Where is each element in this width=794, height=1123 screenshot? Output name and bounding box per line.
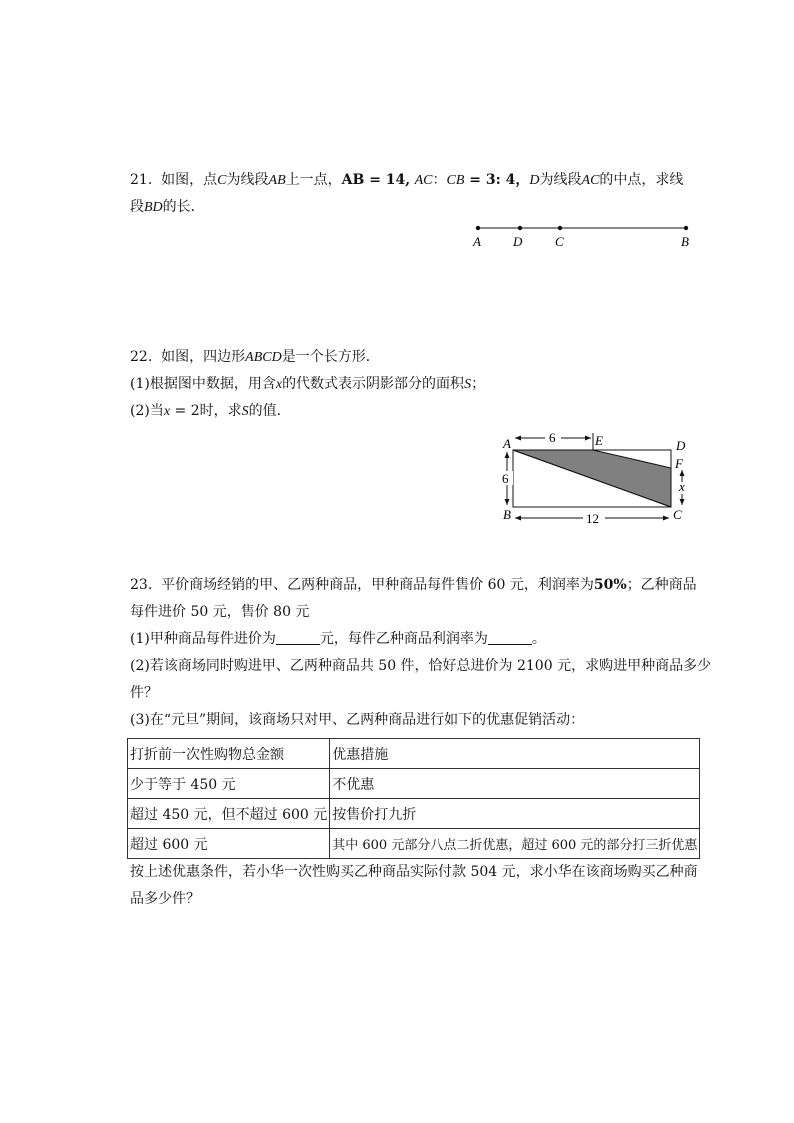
answer-blank-2 — [488, 630, 532, 645]
q23-after-line1: 按上述优惠条件，若小华一次性购买乙种商品实际付款 504 元，求小华在该商场购买乙种商 — [130, 864, 698, 880]
q23-number: 23. — [130, 577, 153, 593]
point-d — [518, 226, 522, 230]
table-cell: 超过 600 元 — [128, 829, 330, 859]
table-cell: 不优惠 — [330, 769, 700, 799]
q21-line1: 21. 如图，点C为线段AB上一点，AB = 14, AC：CB = 3: 4，D为线段AC的中点，求线 — [130, 172, 684, 188]
table-row — [128, 829, 700, 859]
table-row — [128, 769, 700, 799]
q23-line2: 每件进价 50 元，售价 80 元 — [130, 604, 310, 620]
table-header-cell: 打折前一次性购物总金额 — [128, 739, 330, 769]
table-cell: 少于等于 450 元 — [128, 769, 330, 799]
table-row — [128, 799, 700, 829]
discount-table — [127, 738, 700, 859]
dim-fc-arrow-bottom — [680, 499, 685, 505]
dim-ab-arrow-bottom — [505, 499, 510, 505]
label-a: A — [473, 234, 481, 249]
q22-part2: (2)当x = 2时，求S的值． — [130, 403, 291, 419]
q23-after-line2: 品多少件？ — [130, 891, 200, 907]
vertex-e-label: E — [595, 433, 603, 448]
q21-segment-figure — [460, 215, 710, 255]
dim-bc-arrow-left — [515, 516, 521, 521]
q22-number: 22. — [130, 349, 153, 365]
vertex-d-label: D — [676, 438, 686, 453]
q21-number: 21. — [130, 172, 153, 188]
table-cell: 其中 600 元部分八点二折优惠，超过 600 元的部分打三折优惠 — [330, 829, 700, 859]
dim-ae-arrow-right — [585, 436, 591, 441]
table-cell: 超过 450 元，但不超过 600 元 — [128, 799, 330, 829]
point-a — [476, 226, 480, 230]
q23-part2-line2: 件？ — [130, 685, 158, 701]
vertex-f-label: F — [675, 456, 683, 471]
vertex-c-label: C — [673, 507, 682, 522]
point-b — [684, 226, 688, 230]
table-cell: 按售价打九折 — [330, 799, 700, 829]
dim-ab-arrow-top — [505, 452, 510, 458]
dim-ab-label: 6 — [502, 471, 509, 486]
q23-part3: (3)在“元旦”期间，该商场只对甲、乙两种商品进行如下的优惠促销活动： — [130, 712, 585, 728]
vertex-b-label: B — [503, 507, 511, 522]
table-header-cell: 优惠措施 — [330, 739, 700, 769]
dim-ae-label: 6 — [549, 430, 556, 445]
q23-line1: 23. 平价商场经销的甲、乙两种商品，甲种商品每件售价 60 元，利润率为50%；乙种商品 — [130, 577, 697, 593]
label-d: D — [513, 234, 523, 249]
q22-rectangle-figure — [495, 428, 700, 528]
q21-line2: 段BD的长． — [130, 199, 205, 215]
dim-bc-label: 12 — [586, 511, 599, 526]
label-c: C — [555, 234, 564, 249]
dim-fc-label: x — [679, 479, 685, 494]
label-b: B — [681, 234, 689, 249]
point-c — [558, 226, 562, 230]
dim-ae-arrow-left — [515, 436, 521, 441]
q22-line1: 22. 如图，四边形ABCD是一个长方形． — [130, 349, 380, 365]
q22-part1: (1)根据图中数据，用含x的代数式表示阴影部分的面积S； — [130, 376, 486, 392]
dim-bc-arrow-right — [663, 516, 669, 521]
q23-part2-line1: (2)若该商场同时购进甲、乙两种商品共 50 件，恰好总进价为 2100 元，求购进甲种商品多少 — [130, 658, 712, 674]
q23-part1: (1)甲种商品每件进价为 元，每件乙种商品利润率为 。 — [130, 631, 546, 647]
answer-blank-1 — [276, 630, 320, 645]
table-header-row — [128, 739, 700, 769]
vertex-a-label: A — [503, 436, 511, 451]
